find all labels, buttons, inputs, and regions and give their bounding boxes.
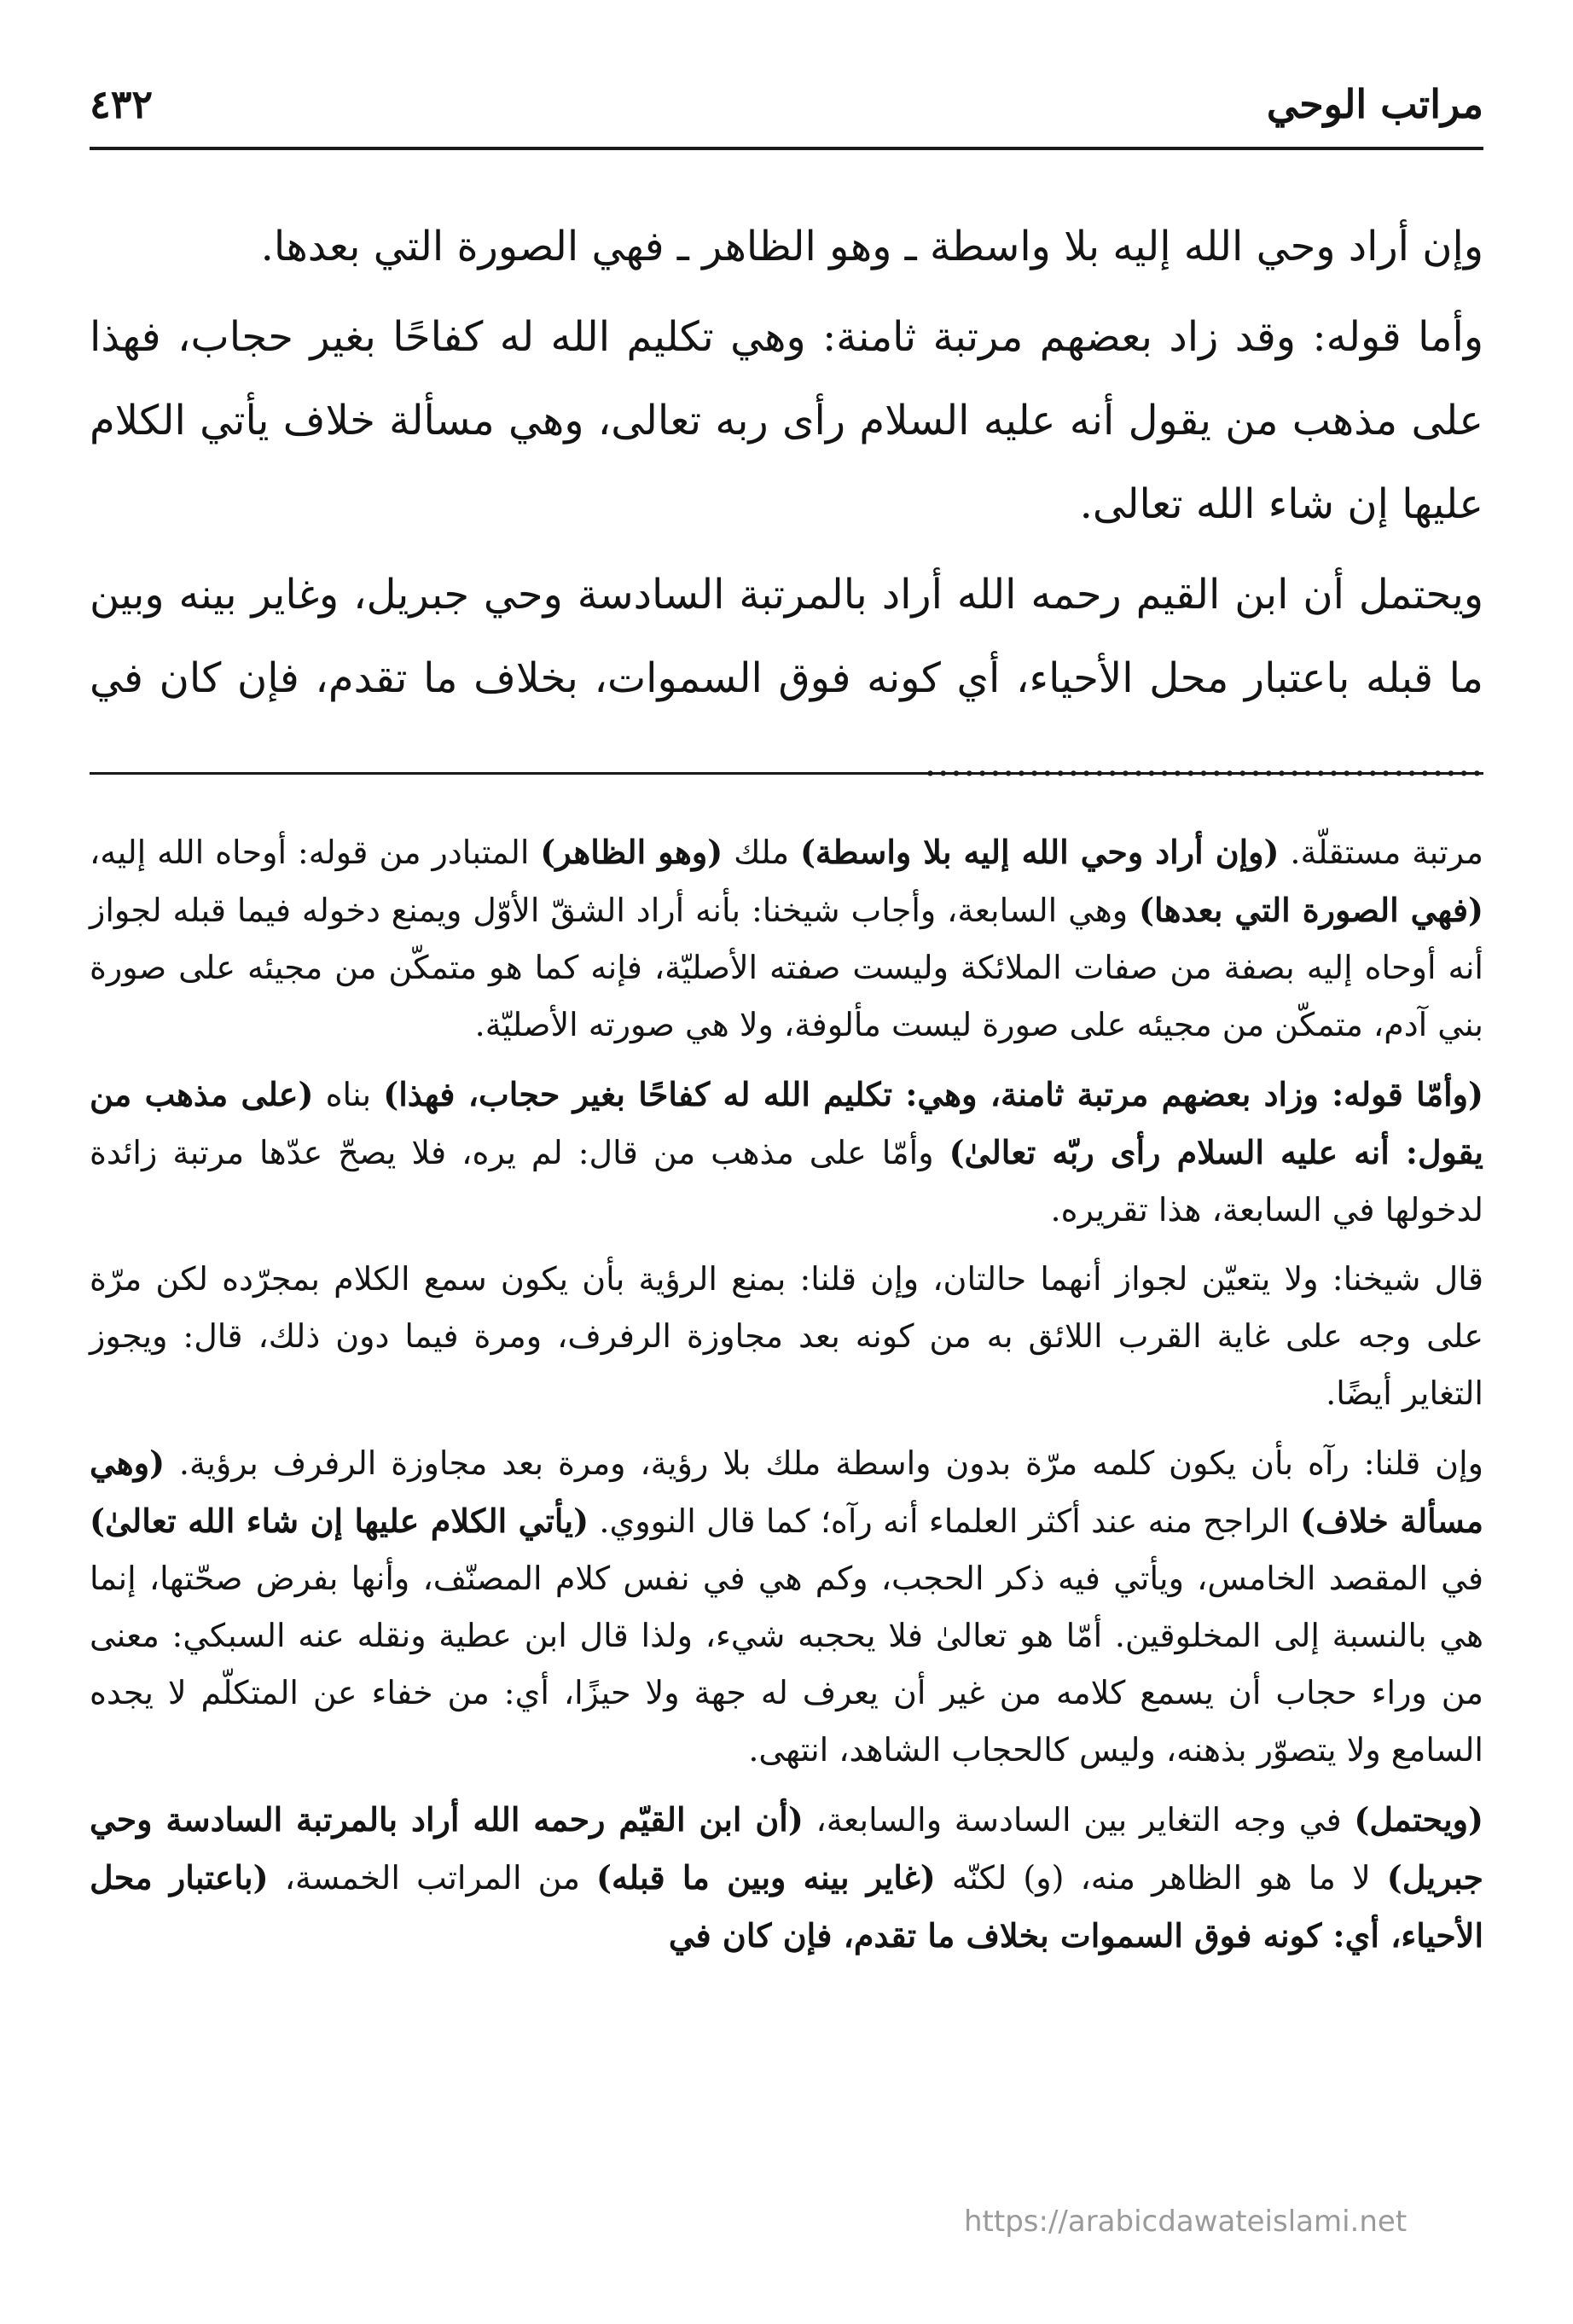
- quoted-text: (وأمّا قوله: وزاد بعضهم مرتبة ثامنة، وهي: تكليم الله له كفاحًا بغير حجاب، فهذا): [383, 1075, 1483, 1113]
- commentary-paragraph: [90, 1791, 1483, 1965]
- commentary-text-run: وهي السابعة، وأجاب شيخنا: بأنه أراد الشقّ الأوّل ويمنع دخوله فيما قبله لجواز أنه أوحاه إليه بصفة من صفات الملائكة وليست صفته الأصليّة، فإنه كما هو متمكّن من مجيئه على صورة بني آدم، متمكّن من مجيئه على صورة ليست مألوفة، ولا هي صورته الأصليّة.: [90, 892, 1483, 1043]
- quoted-text: (وهي مسألة خلاف): [90, 1444, 1483, 1540]
- commentary-text-run: من المراتب الخمسة،: [268, 1859, 597, 1897]
- commentary-text-run: في المقصد الخامس، ويأتي فيه ذكر الحجب، وكم هي في نفس كلام المصنّف، وأنها بفرض صحّتها، إنما هي بالنسبة إلى المخلوقين. أمّا هو تعالىٰ فلا يحجبه شيء، ولذا قال ابن عطية ونقله عنه السبكي: معنى من وراء حجاب أن يسمع كلامه من غير أن يعرف له جهة ولا حيزًا، أي: من خفاء عن المتكلّم لا يجده السامع ولا يتصوّر بذهنه، وليس كالحجاب الشاهد، انتهى.: [90, 1560, 1483, 1769]
- running-title: مراتب الوحي: [1266, 81, 1483, 127]
- commentary-text-run: لا ما هو الظاهر منه، (و) لكنّه: [935, 1859, 1387, 1897]
- quoted-text: (وإن أراد وحي الله إليه بلا واسطة): [799, 833, 1280, 871]
- main-paragraph: وإن أراد وحي الله إليه بلا واسطة ـ وهو الظاهر ـ فهي الصورة التي بعدها.: [260, 223, 1483, 270]
- watermark-url: https://arabicdawateislami.net: [964, 2205, 1408, 2239]
- commentary-text-run: وأمّا على مذهب من قال: لم يره، فلا يصحّ عدّها مرتبة زائدة لدخولها في السابعة، هذا تقريره.: [90, 1134, 1483, 1229]
- quoted-text: (فهي الصورة التي بعدها): [1138, 891, 1483, 929]
- commentary-text-run: في وجه التغاير بين السادسة والسابعة،: [803, 1801, 1355, 1839]
- quoted-text: (باعتبار محل الأحياء، أي: كونه فوق السموات بخلاف ما تقدم، فإن كان في: [90, 1858, 1483, 1955]
- main-paragraph: [90, 553, 1483, 804]
- commentary-text-run: المتبادر من قوله: أوحاه الله إليه،: [90, 834, 541, 871]
- page-number: ٤٣٢: [90, 81, 154, 127]
- commentary-paragraph: [90, 1434, 1483, 1779]
- commentary-text-run: قال شيخنا: ولا يتعيّن لجواز أنهما حالتان، وإن قلنا: بمنع الرؤية بأن يكون سمع الكلام بمجرّده لكن مرّة على وجه على غاية القرب اللائق به من كونه بعد مجاوزة الرفرف، ومرة فيما دون ذلك، قال: ويجوز التغاير أيضًا.: [90, 1260, 1483, 1412]
- quoted-text: (يأتي الكلام عليها إن شاء الله تعالىٰ): [90, 1502, 589, 1540]
- quoted-text: (غاير بينه وبين ما قبله): [596, 1858, 936, 1897]
- quoted-text: (ويحتمل): [1354, 1800, 1483, 1839]
- quoted-text: (وهو الظاهر): [540, 833, 723, 871]
- page-header: [90, 81, 1483, 132]
- section-separator: [90, 772, 1483, 775]
- commentary-text-run: ملك: [723, 834, 800, 871]
- commentary-paragraph: [90, 1066, 1483, 1239]
- commentary-text-run: الراجح منه عند أكثر العلماء أنه رآه؛ كما قال النووي.: [589, 1502, 1301, 1540]
- commentary-text: [90, 823, 1483, 1977]
- main-paragraph: وأما قوله: وقد زاد بعضهم مرتبة ثامنة: وهي تكليم الله له كفاحًا بغير حجاب، فهذا على مذهب من يقول أنه عليه السلام رأى ربه تعالى، وهي مسألة خلاف يأتي الكلام عليها إن شاء الله تعالى.: [90, 313, 1483, 528]
- quoted-text: (أن ابن القيّم رحمه الله أراد بالمرتبة السادسة وحي جبريل): [90, 1800, 1483, 1897]
- commentary-paragraph: [90, 1251, 1483, 1422]
- header-rule: [90, 147, 1483, 150]
- continuation-dots: ...........................................: [923, 738, 1483, 786]
- commentary-paragraph: [90, 823, 1483, 1054]
- commentary-text-run: مرتبة مستقلّة.: [1279, 834, 1483, 871]
- quoted-text: (على مذهب من يقول: أنه عليه السلام رأى ربّه تعالىٰ): [90, 1075, 1483, 1171]
- commentary-text-run: بناه: [313, 1076, 384, 1113]
- commentary-text-run: وإن قلنا: رآه بأن يكون كلمه مرّة بدون واسطة ملك بلا رؤية، ومرة بعد مجاوزة الرفرف برؤية.: [165, 1444, 1483, 1482]
- main-paragraph-text: ويحتمل أن ابن القيم رحمه الله أراد بالمرتبة السادسة وحي جبريل، وغاير بينه وبين ما قبله باعتبار محل الأحياء، أي كونه فوق السموات، بخلاف ما تقدم، فإن كان في: [90, 571, 1483, 702]
- main-text: [90, 205, 1483, 810]
